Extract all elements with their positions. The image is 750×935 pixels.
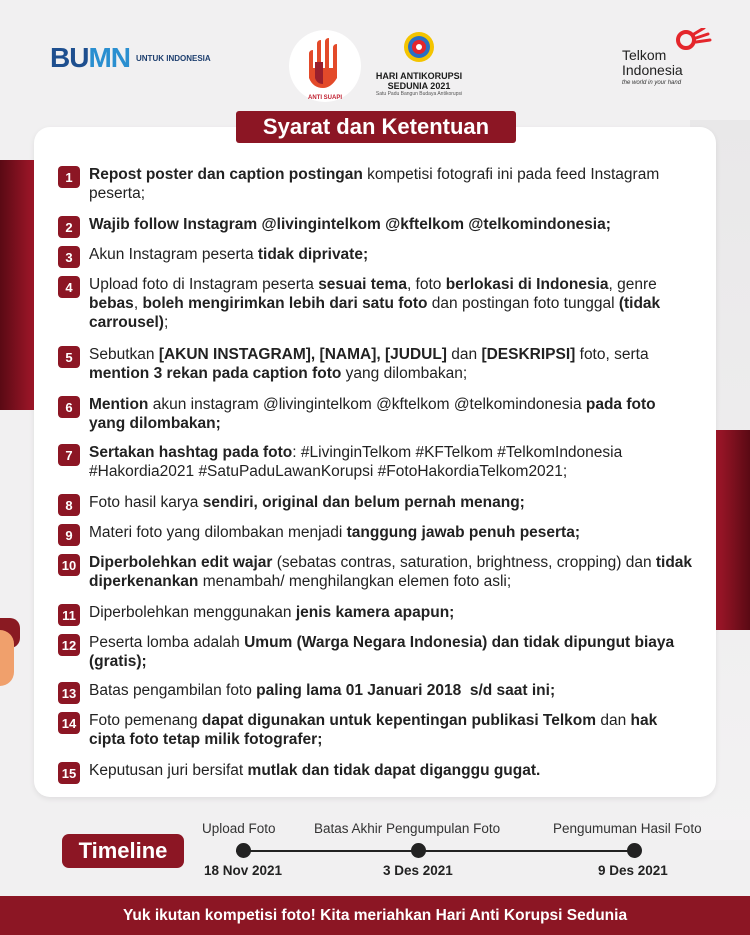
rule-item bbox=[58, 165, 694, 203]
rule-item bbox=[58, 245, 694, 268]
rule-item bbox=[58, 681, 694, 704]
rule-number-badge: 1 bbox=[58, 166, 80, 188]
rule-text: Foto hasil karya sendiri, original dan belum pernah menang; bbox=[89, 494, 525, 511]
section-title bbox=[236, 111, 516, 143]
timeline-event-name: Batas Akhir Pengumpulan Foto bbox=[314, 821, 501, 836]
timeline-dot bbox=[411, 843, 426, 858]
timeline-event-name: Pengumuman Hasil Foto bbox=[553, 821, 702, 836]
rule-number-badge: 15 bbox=[58, 762, 80, 784]
rule-number-badge: 7 bbox=[58, 444, 80, 466]
decor-red-right bbox=[714, 430, 750, 630]
telkom-name: Telkom Indonesia bbox=[622, 47, 683, 78]
rule-item bbox=[58, 523, 694, 546]
rule-text: Upload foto di Instagram peserta sesuai tema, foto berlokasi di Indonesia, genre bebas, boleh mengirimkan lebih dari satu foto dan postingan foto tunggal (tidak carrousel); bbox=[89, 276, 661, 331]
rule-number-badge: 13 bbox=[58, 682, 80, 704]
rule-number-badge: 10 bbox=[58, 554, 80, 576]
rule-text: Diperbolehkan edit wajar (sebatas contras, saturation, brightness, cropping) dan tidak diperkenankan menambah/ menghilangkan elemen foto asli; bbox=[89, 554, 693, 590]
timeline-line bbox=[236, 850, 636, 852]
rule-item bbox=[58, 443, 694, 481]
footer-text: Yuk ikutan kompetisi foto! Kita meriahkan Hari Anti Korupsi Sedunia bbox=[122, 906, 628, 924]
rule-text: Repost poster dan caption postingan kompetisi fotografi ini pada feed Instagram peserta; bbox=[89, 166, 660, 202]
rule-number-badge: 4 bbox=[58, 276, 80, 298]
rule-number-badge: 2 bbox=[58, 216, 80, 238]
bumn-logo-mark: BUMN bbox=[50, 42, 130, 73]
timeline-label: Timeline bbox=[62, 834, 184, 868]
decor-ornament-orange bbox=[0, 630, 14, 686]
rule-number-badge: 9 bbox=[58, 524, 80, 546]
footer-banner bbox=[0, 896, 750, 935]
rule-item bbox=[58, 761, 694, 784]
timeline-dot bbox=[236, 843, 251, 858]
decor-red-left bbox=[0, 160, 36, 410]
hakordia-emblem-icon bbox=[402, 30, 436, 64]
rule-number-badge: 6 bbox=[58, 396, 80, 418]
rule-text: Foto pemenang dapat digunakan untuk kepentingan publikasi Telkom dan hak cipta foto tetap milik fotografer; bbox=[89, 712, 658, 748]
rule-text: Batas pengambilan foto paling lama 01 Januari 2018 s/d saat ini; bbox=[89, 682, 556, 699]
rule-item bbox=[58, 603, 694, 626]
hakordia-logo bbox=[375, 30, 463, 97]
rule-item bbox=[58, 493, 694, 516]
telkom-logo bbox=[622, 32, 702, 86]
rule-text: Keputusan juri bersifat mutlak dan tidak dapat diganggu gugat. bbox=[89, 762, 541, 779]
rule-text: Materi foto yang dilombakan menjadi tanggung jawab penuh peserta; bbox=[89, 524, 581, 541]
section-title-text: Syarat dan Ketentuan bbox=[262, 114, 490, 139]
hakordia-title: HARI ANTIKORUPSI SEDUNIA 2021 bbox=[375, 71, 463, 91]
rule-text: Sertakan hashtag pada foto: #LivinginTelkom #KFTelkom #TelkomIndonesia #Hakordia2021 #SatuPaduLawanKorupsi #FotoHakordiaTelkom2021; bbox=[89, 444, 623, 480]
rule-item bbox=[58, 215, 694, 238]
rule-item bbox=[58, 395, 694, 433]
rule-item bbox=[58, 633, 694, 671]
rule-text: Mention akun instagram @livingintelkom @kftelkom @telkomindonesia pada foto yang dilombakan; bbox=[89, 396, 656, 432]
bumn-logo bbox=[50, 42, 211, 74]
timeline-event-date: 18 Nov 2021 bbox=[204, 863, 283, 878]
rule-item bbox=[58, 553, 694, 591]
rule-text: Akun Instagram peserta tidak diprivate; bbox=[89, 246, 369, 263]
bumn-logo-sub: UNTUK INDONESIA bbox=[136, 53, 211, 63]
rule-text: Wajib follow Instagram @livingintelkom @kftelkom @telkomindonesia; bbox=[89, 216, 611, 233]
hakordia-subtitle: Satu Padu Bangun Budaya Antikorupsi bbox=[375, 91, 463, 97]
rule-item bbox=[58, 711, 694, 749]
rule-number-badge: 3 bbox=[58, 246, 80, 268]
telkom-tagline: the world in your hand bbox=[622, 80, 682, 86]
rule-text: Peserta lomba adalah Umum (Warga Negara Indonesia) dan tidak dipungut biaya (gratis); bbox=[89, 634, 675, 670]
timeline-event-date: 3 Des 2021 bbox=[383, 863, 453, 878]
svg-text:ANTI SUAPI: ANTI SUAPI bbox=[307, 95, 343, 101]
rule-item bbox=[58, 275, 694, 332]
rule-item bbox=[58, 345, 694, 383]
timeline-event-name: Upload Foto bbox=[202, 821, 276, 836]
rule-number-badge: 11 bbox=[58, 604, 80, 626]
rule-number-badge: 14 bbox=[58, 712, 80, 734]
rule-text: Diperbolehkan menggunakan jenis kamera apapun; bbox=[89, 604, 455, 621]
anti-suap-seal-logo bbox=[287, 28, 363, 104]
rule-number-badge: 5 bbox=[58, 346, 80, 368]
timeline-dot bbox=[627, 843, 642, 858]
timeline-event-date: 9 Des 2021 bbox=[598, 863, 668, 878]
telkom-swirl-icon bbox=[672, 28, 712, 50]
rule-text: Sebutkan [AKUN INSTAGRAM], [NAMA], [JUDUL] dan [DESKRIPSI] foto, serta mention 3 rekan pada caption foto yang dilombakan; bbox=[89, 346, 649, 382]
rule-number-badge: 8 bbox=[58, 494, 80, 516]
rule-number-badge: 12 bbox=[58, 634, 80, 656]
